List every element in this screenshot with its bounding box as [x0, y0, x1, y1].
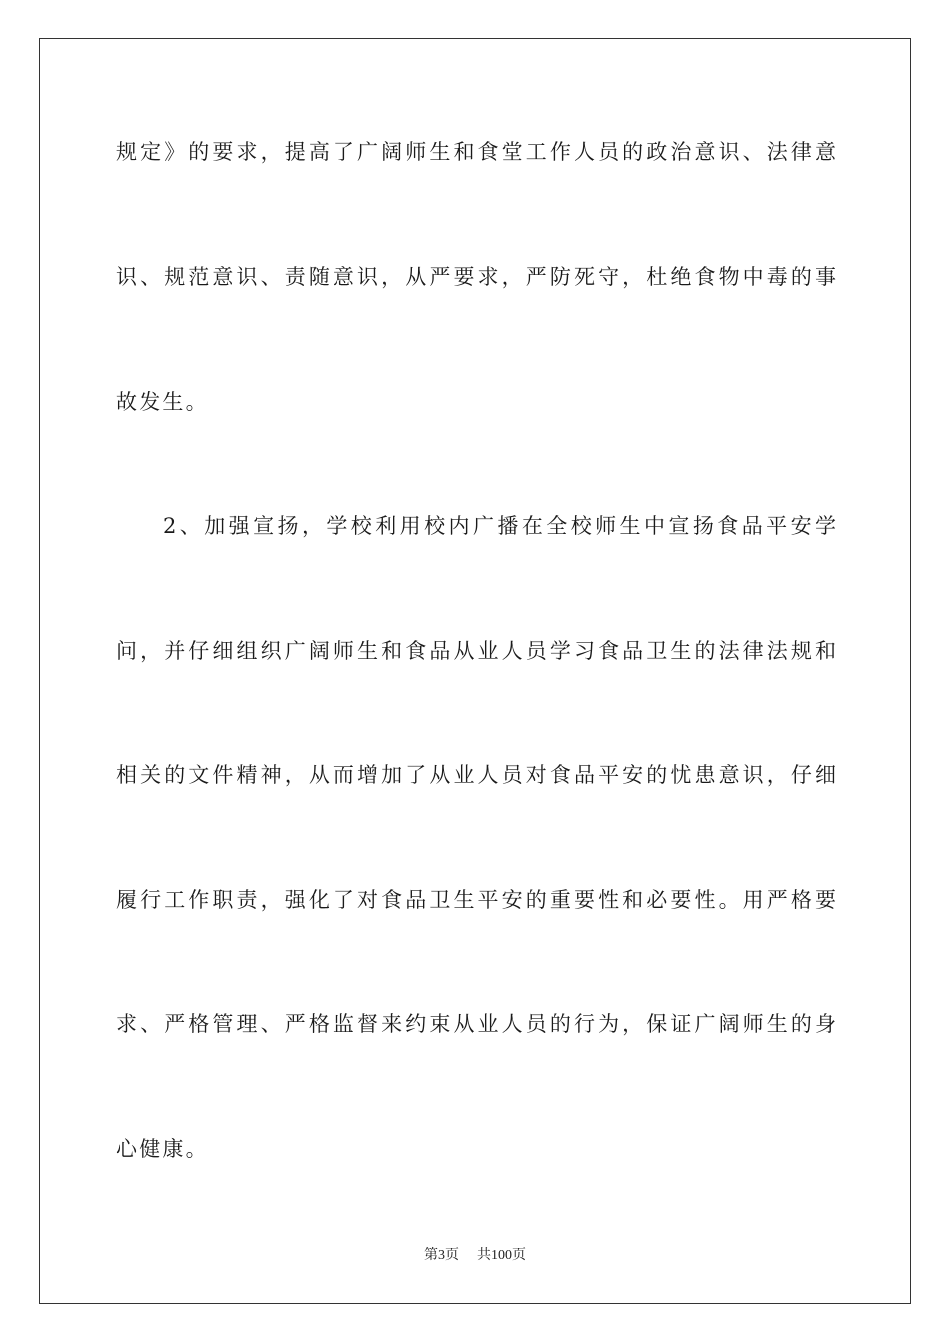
total-pages: 共100页 — [477, 1248, 526, 1263]
text-line: 识、规范意识、责随意识，从严要求，严防死守，杜绝食物中毒的事 — [116, 265, 836, 289]
paragraph-first-line: 2、加强宣扬，学校利用校内广播在全校师生中宣扬食品平安学 — [163, 514, 836, 538]
text-line: 故发生。 — [116, 390, 209, 414]
text-line: 规定》的要求，提高了广阔师生和食堂工作人员的政治意识、法律意 — [116, 140, 836, 164]
text-line: 相关的文件精神，从而增加了从业人员对食品平安的忧患意识，仔细 — [116, 763, 836, 787]
page-number: 第3页 — [424, 1248, 459, 1263]
text-line: 心健康。 — [116, 1137, 209, 1161]
text-line: 履行工作职责，强化了对食品卫生平安的重要性和必要性。用严格要 — [116, 888, 836, 912]
page-footer — [0, 1246, 950, 1266]
text-line: 问，并仔细组织广阔师生和食品从业人员学习食品卫生的法律法规和 — [116, 639, 836, 663]
page-border — [39, 38, 911, 1304]
text-line: 求、严格管理、严格监督来约束从业人员的行为，保证广阔师生的身 — [116, 1012, 836, 1036]
